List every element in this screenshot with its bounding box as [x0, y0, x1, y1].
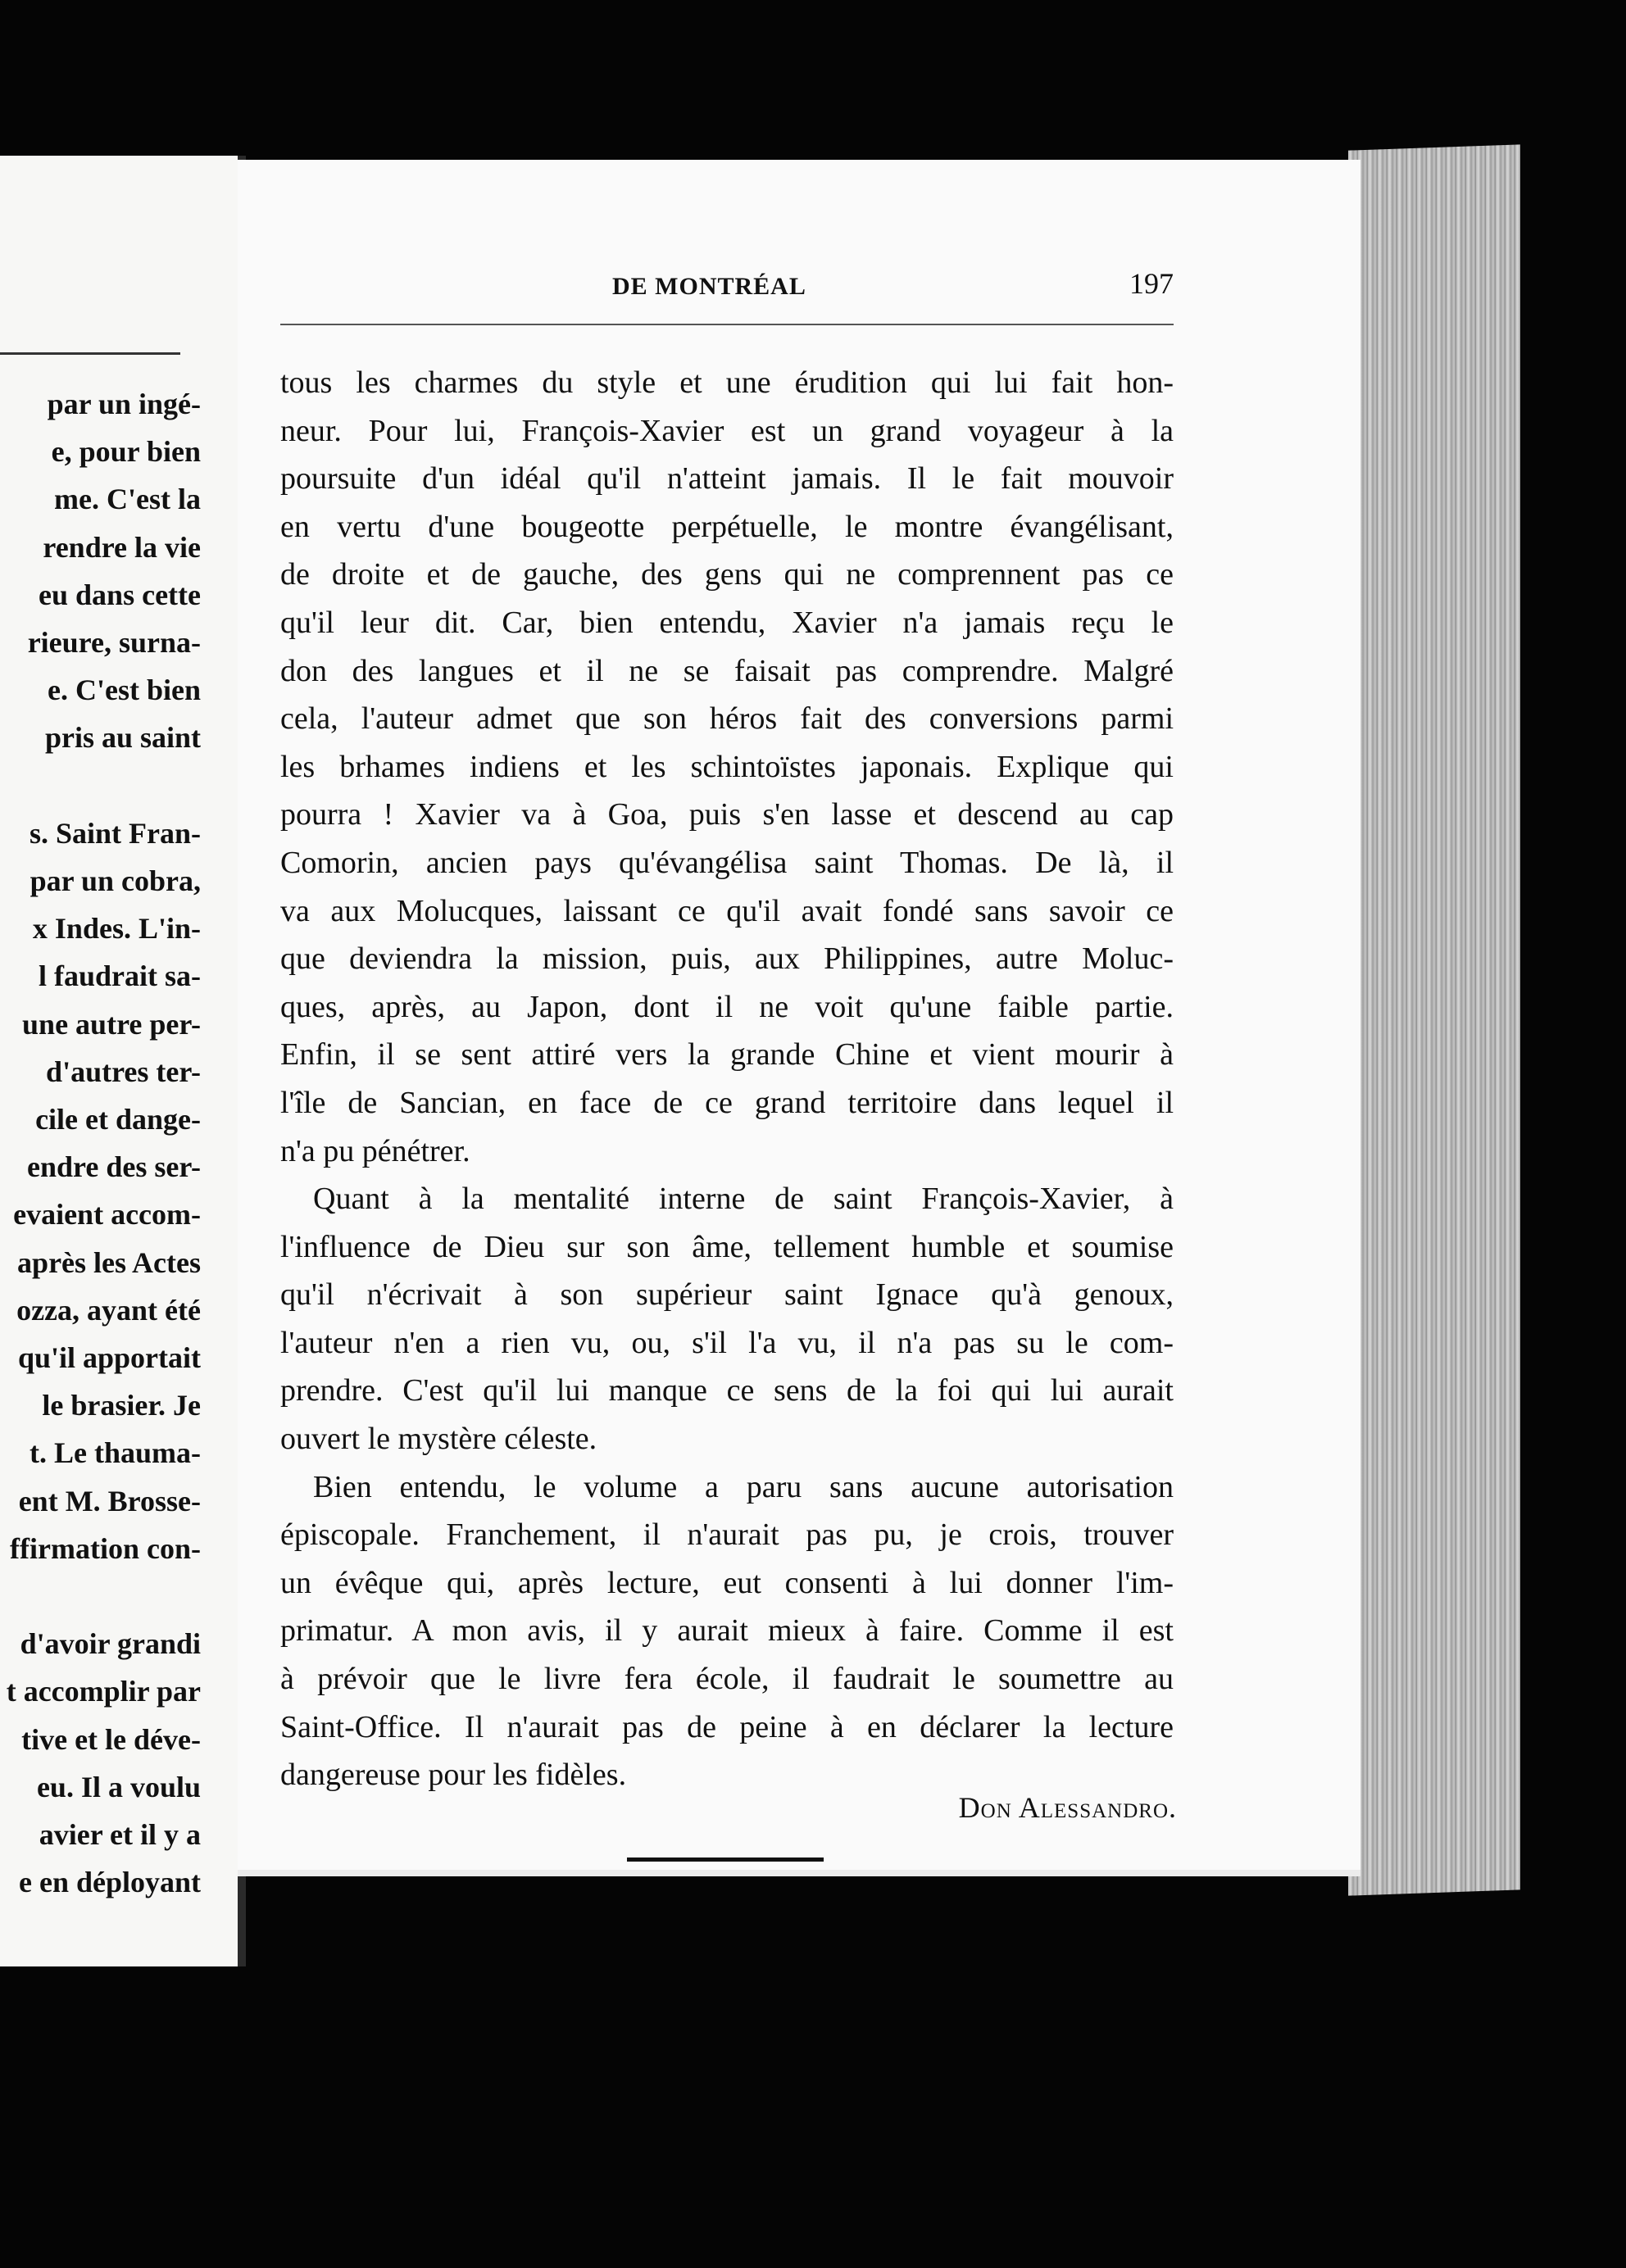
left-page-line: x Indes. L'in-: [32, 912, 201, 946]
left-page-line: pris au saint: [44, 721, 201, 755]
body-text: [280, 359, 1174, 1799]
left-page-line: eu dans cette: [39, 578, 201, 611]
text-line: qu'il n'écrivait à son supérieur saint Ignace qu'à genoux,: [280, 1277, 1174, 1313]
left-page-line: e en déployant: [18, 1866, 201, 1899]
left-page-line: evaient accom-: [13, 1198, 201, 1232]
text-line: ouvert le mystère céleste.: [280, 1422, 597, 1457]
left-page-line: ent M. Brosse-: [18, 1484, 201, 1517]
text-line: l'île de Sancian, en face de ce grand territoire dans lequel il: [280, 1085, 1174, 1120]
header-rule: [280, 324, 1174, 325]
text-line: de droite et de gauche, des gens qui ne comprennent pas ce: [280, 557, 1174, 592]
left-page-line: une autre per-: [22, 1007, 201, 1041]
text-line: va aux Molucques, laissant ce qu'il avait fondé sans savoir ce: [280, 893, 1174, 928]
text-line: Enfin, il se sent attiré vers la grande Chine et vient mourir à: [280, 1037, 1174, 1073]
text-line: n'a pu pénétrer.: [280, 1133, 470, 1168]
text-line: Comorin, ancien pays qu'évangélisa saint Thomas. De là, il: [280, 845, 1174, 880]
left-page-line: l faudrait sa-: [39, 959, 201, 993]
text-line: l'auteur n'en a rien vu, ou, s'il l'a vu, il n'a pas su le com-: [280, 1325, 1174, 1360]
text-line: pourra ! Xavier va à Goa, puis s'en lasse et descend au cap: [280, 797, 1174, 832]
left-page-line: endre des ser-: [27, 1150, 201, 1184]
page-number: 197: [1129, 267, 1174, 300]
left-page-line: t. Le thauma-: [30, 1436, 201, 1470]
text-line: ques, après, au Japon, dont il ne voit qu'une faible partie.: [280, 989, 1174, 1024]
text-line: dangereuse pour les fidèles.: [280, 1758, 627, 1793]
text-line: primatur. A mon avis, il y aurait mieux à faire. Comme il est: [280, 1613, 1174, 1649]
left-page-line: rendre la vie: [43, 530, 201, 564]
left-page-line: qu'il apportait: [17, 1341, 201, 1374]
left-page-line: eu. Il a voulu: [36, 1770, 201, 1803]
signature: Don Alessandro.: [958, 1791, 1177, 1824]
text-line: neur. Pour lui, François-Xavier est un grand voyageur à la: [280, 413, 1174, 448]
text-line: qu'il leur dit. Car, bien entendu, Xavier n'a jamais reçu le: [280, 605, 1174, 640]
left-page-line: t accomplir par: [6, 1675, 201, 1708]
text-line: à prévoir que le livre fera école, il faudrait le soumettre au: [280, 1662, 1174, 1697]
left-page-header-rule: [0, 352, 180, 355]
text-line: poursuite d'un idéal qu'il n'atteint jamais. Il le fait mouvoir: [280, 461, 1174, 497]
text-line: Bien entendu, le volume a paru sans aucune autorisation: [313, 1469, 1174, 1504]
text-line: cela, l'auteur admet que son héros fait des conversions parmi: [280, 701, 1174, 737]
end-rule: [627, 1857, 824, 1862]
text-line: tous les charmes du style et une érudition qui lui fait hon-: [280, 365, 1174, 400]
left-page-line: e, pour bien: [51, 435, 201, 469]
text-line: les brhames indiens et les schintoïstes japonais. Explique qui: [280, 749, 1174, 784]
left-page-line: me. C'est la: [54, 483, 201, 516]
left-page-line: d'avoir grandi: [20, 1627, 201, 1661]
text-line: don des langues et il ne se faisait pas comprendre. Malgré: [280, 653, 1174, 688]
left-page-line: e. C'est bien: [48, 674, 201, 707]
left-page-line: avier et il y a: [39, 1818, 201, 1851]
left-page-line: s. Saint Fran-: [29, 816, 201, 850]
text-line: l'influence de Dieu sur son âme, tellement humble et soumise: [280, 1229, 1174, 1264]
left-page-line: le brasier. Je: [42, 1389, 201, 1422]
left-page-line: par un cobra,: [30, 864, 201, 897]
book-page-edges: [1348, 144, 1520, 1895]
text-line: épiscopale. Franchement, il n'aurait pas pu, je crois, trouver: [280, 1517, 1174, 1553]
left-page-line: d'autres ter-: [46, 1055, 201, 1088]
running-head: DE MONTRÉAL: [612, 273, 806, 300]
left-page-line: ozza, ayant été: [16, 1293, 201, 1327]
text-line: Saint-Office. Il n'aurait pas de peine à en déclarer la lecture: [280, 1709, 1174, 1744]
left-facing-page: [0, 156, 246, 1966]
left-page-line: rieure, surna-: [27, 626, 201, 659]
text-line: en vertu d'une bougeotte perpétuelle, le montre évangélisant,: [280, 509, 1174, 544]
left-page-line: par un ingé-: [47, 388, 201, 420]
text-line: que deviendra la mission, puis, aux Philippines, autre Moluc-: [280, 941, 1174, 977]
page-header: [280, 266, 1174, 315]
left-page-line: après les Actes: [17, 1245, 201, 1279]
left-page-line: tive et le déve-: [21, 1722, 201, 1756]
left-page-line: cile et dange-: [35, 1103, 201, 1136]
text-line: un évêque qui, après lecture, eut consenti à lui donner l'im-: [280, 1565, 1174, 1600]
text-line: prendre. C'est qu'il lui manque ce sens de la foi qui lui aurait: [280, 1373, 1174, 1408]
text-line: Quant à la mentalité interne de saint François-Xavier, à: [313, 1182, 1174, 1217]
left-page-line: ffirmation con-: [10, 1531, 201, 1565]
